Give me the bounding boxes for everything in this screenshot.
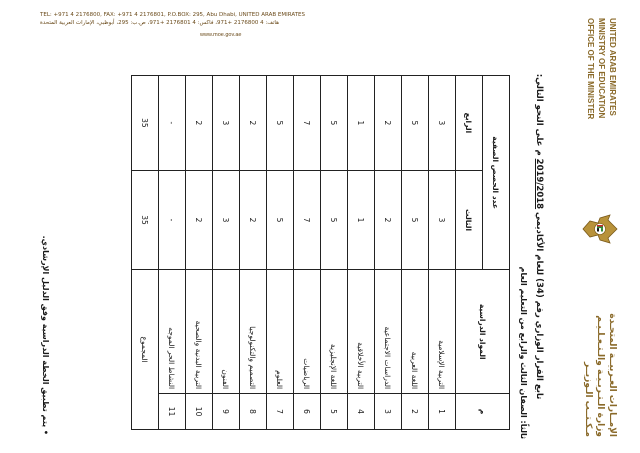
decision-title [534, 40, 544, 433]
row-number: 4 [348, 394, 375, 430]
table-row [294, 76, 321, 430]
header-grade4: الرابع [456, 76, 483, 171]
row-grade3-periods: 3 [213, 170, 240, 270]
table-row [321, 76, 348, 430]
table-row [213, 76, 240, 430]
footer-arabic-contact: هاتف: 4 2176800 +971، فاكس: 4 2176801 +971، ص.ب: 295، أبوظبي، الإمارات العربية المتحدة [40, 20, 279, 26]
row-subject: اللغة العربية [402, 270, 429, 394]
ar-ministry-name: وزارة الـتـربـيـة والـتـعـلـيـم [595, 315, 605, 437]
total-row [132, 76, 159, 430]
row-grade3-periods: 2 [240, 170, 267, 270]
row-grade4-periods: 3 [429, 76, 456, 171]
english-letterhead [585, 18, 618, 188]
study-plan-table [131, 75, 510, 430]
contact-footer [40, 8, 500, 48]
row-grade3-periods: - [159, 170, 186, 270]
row-grade3-periods: 1 [348, 170, 375, 270]
row-grade4-periods: 2 [375, 76, 402, 171]
note-bullet-icon: • [41, 427, 50, 435]
row-number: 11 [159, 394, 186, 430]
header-grade3: الثالث [456, 170, 483, 270]
ar-country-name: الإمــارات العـربيــة المتحـدة [607, 313, 617, 437]
table-row [429, 76, 456, 430]
row-subject: التربية البدنية والصحية [186, 270, 213, 394]
title-year: 2019/2018 [534, 158, 544, 210]
title-suffix: م على النحو التالي: [534, 73, 544, 156]
row-grade4-periods: 2 [240, 76, 267, 171]
row-grade4-periods: 3 [213, 76, 240, 171]
header-subject: المواد الدراسية [456, 270, 510, 394]
arabic-letterhead [582, 262, 618, 437]
footer-english-contact: TEL: +971 4 2176800, FAX: +971 4 2176801, P.O.BOX: 295, Abu Dhabi, UNITED ARAB EMIRATES [40, 12, 305, 18]
row-subject: التربية الإسلامية [429, 270, 456, 394]
row-number: 1 [429, 394, 456, 430]
row-grade3-periods: 5 [267, 170, 294, 270]
row-grade4-periods: - [159, 76, 186, 171]
row-number: 9 [213, 394, 240, 430]
row-grade3-periods: 5 [402, 170, 429, 270]
row-subject: اللغة الإنجليزية [321, 270, 348, 394]
row-subject: النشاط الحر الموجه [159, 270, 186, 394]
header-num: م [456, 394, 510, 430]
row-grade3-periods: 7 [294, 170, 321, 270]
section-subtitle: ثالثاً: الصفان الثالث والرابع من التعليم العام [519, 266, 528, 439]
row-grade3-periods: 2 [375, 170, 402, 270]
row-number: 8 [240, 394, 267, 430]
header-periods: عدد الحصص الصفية [483, 76, 510, 270]
guideline-note [41, 135, 50, 435]
en-country-name: UNITED ARAB EMIRATES [608, 18, 617, 116]
row-grade4-periods: 2 [186, 76, 213, 171]
footer-website-link[interactable]: www.moe.gov.ae [200, 32, 242, 38]
row-grade3-periods: 3 [429, 170, 456, 270]
total-label: المجموع [132, 270, 159, 430]
row-number: 2 [402, 394, 429, 430]
total-g3: 35 [132, 170, 159, 270]
table-row [402, 76, 429, 430]
letterhead [519, 0, 640, 453]
row-subject: العلوم [267, 270, 294, 394]
title-prefix: تابع القرار الوزاري رقم (34) للعام الأكاديمي [534, 212, 544, 400]
en-office-name: OFFICE OF THE MINISTER [586, 18, 595, 120]
table-row [240, 76, 267, 430]
row-grade4-periods: 5 [267, 76, 294, 171]
row-subject: الفنون [213, 270, 240, 394]
total-g4: 35 [132, 76, 159, 171]
row-number: 7 [267, 394, 294, 430]
row-subject: الدراسات الاجتماعية [375, 270, 402, 394]
ar-office-name: مـكـتــب الـوزيــر [583, 362, 593, 437]
table-row [375, 76, 402, 430]
table-row [348, 76, 375, 430]
en-ministry-name: MINISTRY OF EDUCATION [597, 18, 606, 119]
row-number: 3 [375, 394, 402, 430]
table-row [267, 76, 294, 430]
table-row [159, 76, 186, 430]
row-number: 5 [321, 394, 348, 430]
row-subject: التصميم والتكنولوجيا [240, 270, 267, 394]
note-text: يتم تطبيق الخطة الدراسية وفق الدليل الإرشادي. [41, 235, 50, 428]
row-subject: الرياضيات [294, 270, 321, 394]
row-number: 10 [186, 394, 213, 430]
table-row [186, 76, 213, 430]
row-grade4-periods: 5 [402, 76, 429, 171]
row-grade4-periods: 7 [294, 76, 321, 171]
row-grade4-periods: 1 [348, 76, 375, 171]
row-grade3-periods: 2 [186, 170, 213, 270]
uae-emblem-icon [580, 212, 620, 246]
row-subject: التربية الأخلاقية [348, 270, 375, 394]
row-grade3-periods: 5 [321, 170, 348, 270]
row-number: 6 [294, 394, 321, 430]
row-grade4-periods: 5 [321, 76, 348, 171]
